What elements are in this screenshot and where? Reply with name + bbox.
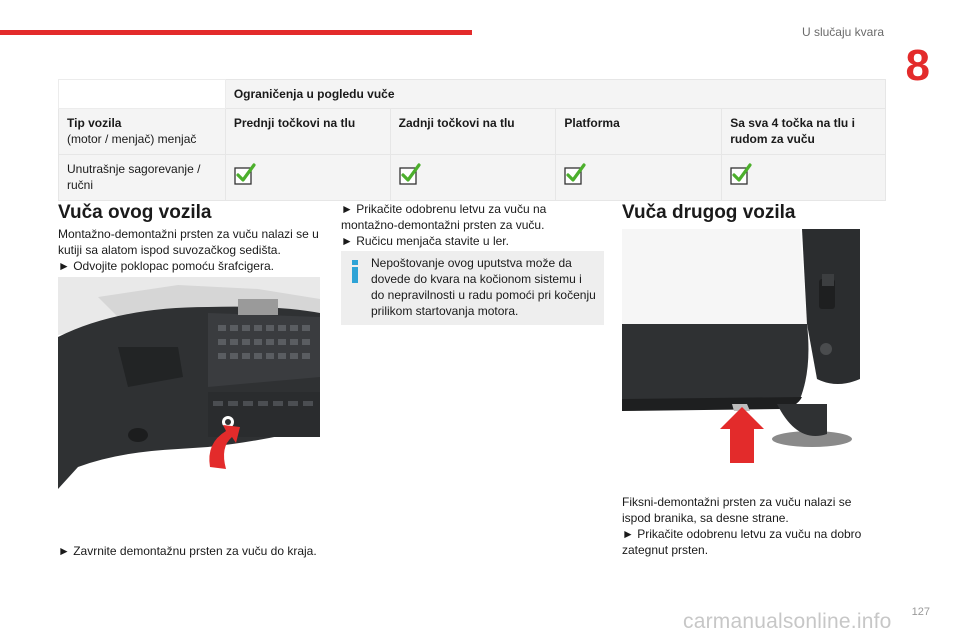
warning-note (341, 251, 604, 325)
front-bumper-photo (58, 277, 320, 489)
section2-text (622, 494, 872, 558)
section1-step: ► Zavrnite demontažnu prsten za vuču do kraja. (58, 544, 317, 558)
table-corner-cell (59, 80, 226, 109)
chapter-title: U slučaju kvara (801, 25, 884, 39)
green-checkmark-icon (234, 163, 256, 185)
row-header-subtitle: (motor / menjač) menjač (67, 132, 197, 147)
table-cell (722, 154, 886, 200)
page-number: 127 (911, 606, 930, 618)
section1-step: ► Odvojite poklopac pomoću šrafcigera. (58, 259, 274, 273)
table-row-label: Unutrašnje sagorevanje / ručni (59, 154, 226, 200)
column2-text (341, 201, 604, 249)
section1-text (58, 226, 324, 274)
column-header: Zadnji točkovi na tlu (390, 109, 556, 154)
green-checkmark-icon (564, 163, 586, 185)
column-header: Platforma (556, 109, 722, 154)
header-accent-bar (0, 30, 472, 35)
section2-step: ► Prikačite odobrenu letvu za vuču na dobro zategnut prsten. (622, 527, 862, 557)
table-group-header-row (59, 80, 886, 109)
table-group-header: Ograničenja u pogledu vuče (225, 80, 885, 109)
section1-paragraph: Montažno-demontažni prsten za vuču nalazi se u kutiji sa alatom ispod suvozačkog sedišta. (58, 227, 319, 257)
column-header: Sa sva 4 točka na tlu i rudom za vuču (722, 109, 886, 154)
table-cell (390, 154, 556, 200)
chapter-number: 8 (905, 41, 930, 90)
watermark: carmanualsonline.info (683, 610, 892, 633)
table-cell (225, 154, 390, 200)
rear-bumper-photo (622, 229, 860, 465)
section1-step2 (58, 543, 320, 559)
table-row-header (59, 109, 226, 154)
green-checkmark-icon (730, 163, 752, 185)
towing-limits-table (58, 79, 886, 201)
table-row (59, 154, 886, 200)
info-icon (351, 260, 359, 284)
section-title-tow-this-vehicle: Vuča ovog vozila (58, 202, 212, 223)
note-text: Nepoštovanje ovog uputstva može da dovede do kvara na kočionom sistemu i do nepravilnosti u radu pomoći pri kočenju prilikom startovanja motora. (371, 256, 596, 318)
column-header: Prednji točkovi na tlu (225, 109, 390, 154)
section-title-tow-other-vehicle: Vuča drugog vozila (622, 202, 796, 223)
row-header-title: Tip vozila (67, 116, 122, 131)
green-checkmark-icon (399, 163, 421, 185)
table-cell (556, 154, 722, 200)
table-column-header-row (59, 109, 886, 154)
column2-step: ► Prikačite odobrenu letvu za vuču na montažno-demontažni prsten za vuču. (341, 202, 547, 232)
section2-paragraph: Fiksni-demontažni prsten za vuču nalazi se ispod branika, sa desne strane. (622, 495, 852, 525)
column2-step: ► Ručicu menjača stavite u ler. (341, 234, 509, 248)
